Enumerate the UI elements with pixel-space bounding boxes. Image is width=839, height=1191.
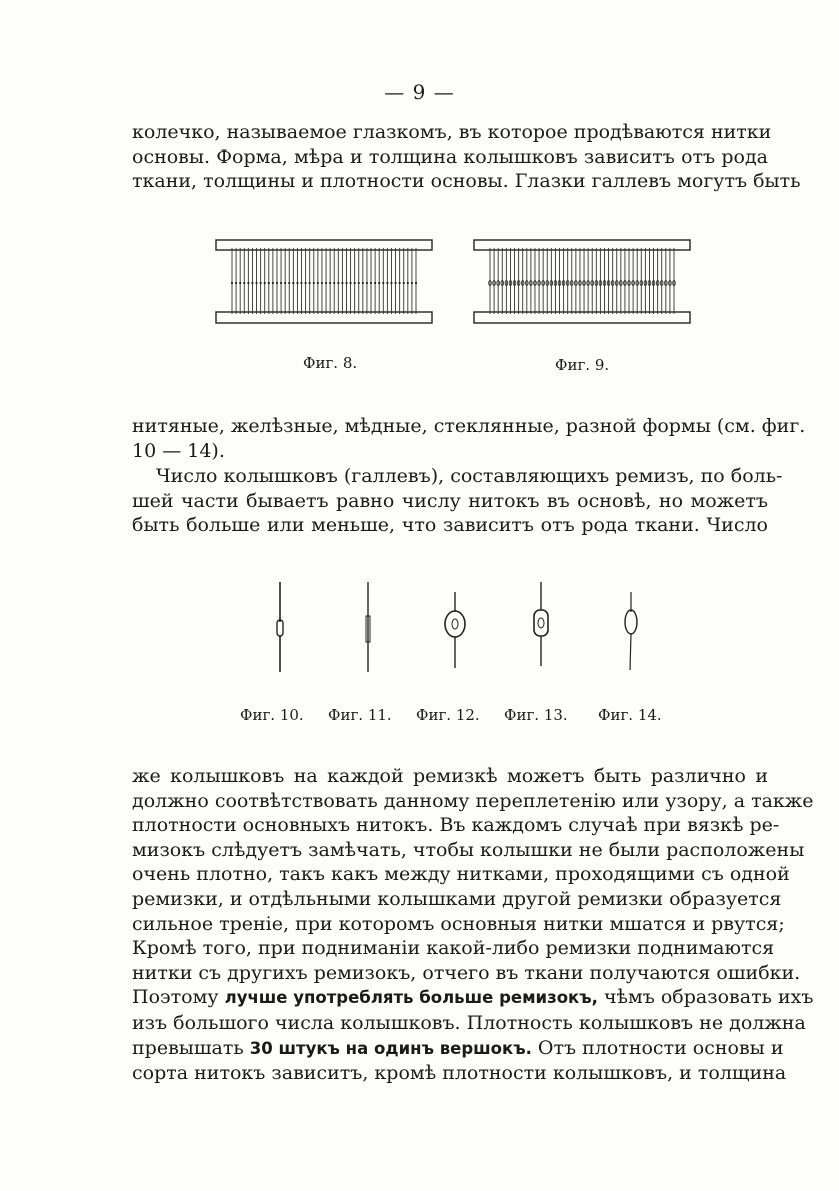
- heddle-eye: [313, 282, 315, 284]
- text-line: [132, 1036, 784, 1062]
- heddle-eye: [264, 282, 266, 284]
- heddle-eye: [251, 282, 253, 284]
- heddle-eye: [239, 282, 241, 284]
- heddle-eye: [243, 282, 245, 284]
- figure-9-heddle-frame: [472, 236, 692, 328]
- heddle-eye: [390, 282, 392, 284]
- heddle-eye: [292, 282, 294, 284]
- text-line: сильное треніе, при которомъ основныя нитки мшатся и рвутся;: [132, 912, 785, 935]
- heddle-eye: [341, 282, 343, 284]
- heddle-eye: [284, 282, 286, 284]
- heddle-eye: [386, 282, 388, 284]
- figure-12-heddle: [440, 582, 470, 674]
- text-line: изъ большого числа колышковъ. Плотность колышковъ не должна: [132, 1011, 806, 1034]
- paragraph-3: [132, 464, 783, 538]
- heddle-eye: [378, 282, 380, 284]
- heddle-eye: [300, 282, 302, 284]
- text-line: Число колышковъ (галлевъ), составляющихъ ремизъ, по боль-: [156, 465, 783, 487]
- heddle-eye: [305, 282, 307, 284]
- figure-8-heddle-frame: [214, 236, 434, 328]
- figure-13-caption: Фиг. 13.: [504, 706, 568, 724]
- text-line: мизокъ слѣдуетъ замѣчать, чтобы колышки не были расположены: [132, 838, 805, 861]
- heddle-eye: [268, 282, 270, 284]
- heddle-eye: [260, 282, 262, 284]
- heddle-eye: [403, 282, 405, 284]
- heddle-eye: [325, 282, 327, 284]
- heddle-eye: [382, 282, 384, 284]
- figure-11-caption: Фиг. 11.: [328, 706, 392, 724]
- paragraph-2: [132, 414, 806, 463]
- text-run: чѣмъ образовать ихъ: [597, 986, 814, 1009]
- figure-11-heddle: [356, 582, 380, 674]
- text-line: 10 — 14).: [132, 439, 225, 462]
- heddle-eye: [415, 282, 417, 284]
- figure-8-caption: Фиг. 8.: [303, 354, 358, 372]
- paragraph-1: [132, 120, 801, 194]
- figure-9-caption: Фиг. 9.: [555, 356, 610, 374]
- text-line: основы. Форма, мѣра и толщина колышковъ зависитъ отъ рода: [132, 145, 768, 168]
- figure-13-heddle: [526, 582, 556, 674]
- heddle-eye: [309, 282, 311, 284]
- text-line: должно соотвѣтствовать данному переплетенію или узору, а также: [132, 789, 814, 812]
- heddle-eye: [333, 282, 335, 284]
- figure-10-heddle: [268, 582, 292, 674]
- text-run: Поэтому: [132, 986, 225, 1009]
- figure-10-caption: Фиг. 10.: [240, 706, 304, 724]
- heddle-eye: [329, 282, 331, 284]
- paragraph-4: [132, 764, 814, 1086]
- heddle-eye: [407, 282, 409, 284]
- heddle-eye: [399, 282, 401, 284]
- bold-emphasis: 30 штукъ на одинъ вершокъ.: [249, 1038, 532, 1058]
- text-line: нитки съ другихъ ремизокъ, отчего въ ткани получаются ошибки.: [132, 961, 801, 984]
- heddle-eye: [317, 282, 319, 284]
- heddle-eye: [394, 282, 396, 284]
- heddle-eye: [354, 282, 356, 284]
- text-line: колечко, называемое глазкомъ, въ которое продѣваются нитки: [132, 121, 772, 143]
- text-line: шей части бываетъ равно числу нитокъ въ основѣ, но можетъ: [132, 489, 768, 512]
- heddle-eye: [296, 282, 298, 284]
- text-line: плотности основныхъ нитокъ. Въ каждомъ случаѣ при вязкѣ ре-: [132, 814, 780, 837]
- heddle-eye: [235, 282, 237, 284]
- heddle-eye: [370, 282, 372, 284]
- bold-emphasis: лучше употреблять больше ремизокъ,: [224, 988, 598, 1008]
- heddle-eye: [366, 282, 368, 284]
- heddle-eye: [358, 282, 360, 284]
- figure-14-caption: Фиг. 14.: [598, 706, 662, 724]
- text-line: ремизки, и отдѣльными колышками другой ремизки образуется: [132, 887, 782, 910]
- heddle-eye: [411, 282, 413, 284]
- heddle-eye: [374, 282, 376, 284]
- heddle-eye: [345, 282, 347, 284]
- figure-14-heddle: [616, 582, 646, 674]
- heddle-eye: [247, 282, 249, 284]
- text-line: нитяные, желѣзные, мѣдные, стеклянные, разной формы (см. фиг.: [132, 415, 806, 437]
- text-line: очень плотно, такъ какъ между нитками, проходящими съ одной: [132, 863, 790, 886]
- heddle-eye: [288, 282, 290, 284]
- heddle-eye: [321, 282, 323, 284]
- text-line: сорта нитокъ зависитъ, кромѣ плотности колышковъ, и толщина: [132, 1062, 787, 1085]
- heddle-eye: [231, 282, 233, 284]
- heddle-eye: [349, 282, 351, 284]
- page-number: — 9 —: [384, 80, 455, 104]
- text-line: же колышковъ на каждой ремизкѣ можетъ быть различно и: [132, 765, 768, 787]
- text-line: [132, 985, 814, 1011]
- heddle-eye: [280, 282, 282, 284]
- text-line: Кромѣ того, при подниманіи какой-либо ремизки поднимаются: [132, 937, 775, 960]
- text-run: превышать: [132, 1036, 250, 1059]
- figure-12-caption: Фиг. 12.: [416, 706, 480, 724]
- heddle-eye: [272, 282, 274, 284]
- heddle-eye: [362, 282, 364, 284]
- heddle-eye: [337, 282, 339, 284]
- heddle-eye: [276, 282, 278, 284]
- text-run: Отъ плотности основы и: [531, 1036, 784, 1059]
- text-line: ткани, толщины и плотности основы. Глазки галлевъ могутъ быть: [132, 170, 801, 193]
- text-line: быть больше или меньше, что зависитъ отъ рода ткани. Число: [132, 514, 768, 537]
- heddle-eye: [255, 282, 257, 284]
